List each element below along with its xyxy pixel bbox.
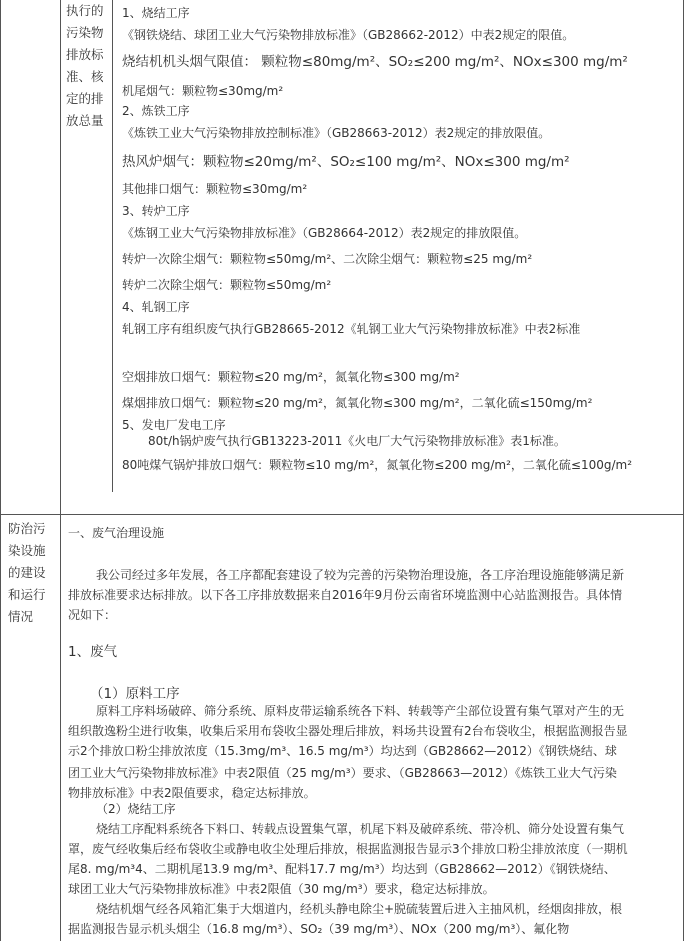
- row-divider: [0, 514, 684, 515]
- label-column-divider: [60, 0, 61, 941]
- row1-line-14: 轧钢工序有组织废气执行GB28665-2012《轧钢工业大气污染物排放标准》中表2标准: [122, 322, 581, 336]
- table-border-right: [683, 0, 684, 941]
- row1-line-12: 转炉二次除尘烟气：颗粒物≤50mg/m²: [122, 278, 332, 292]
- row1-line-18: 80t/h锅炉废气执行GB13223-2011《火电厂大气污染物排放标准》表1标准。: [148, 434, 566, 448]
- row1-line-9: 3、转炉工序: [122, 204, 190, 218]
- row2-line-1: 一、废气治理设施: [68, 526, 165, 540]
- row2-line-12: （2）烧结工序: [96, 802, 176, 816]
- row1-line-17: 5、发电厂发电工序: [122, 418, 226, 432]
- row2-line-11: 物排放标准》中表2限值要求，稳定达标排放。: [68, 786, 316, 800]
- row2-line-10: 团工业大气污染物排放标准》中表2限值（25 mg/m³）要求、（GB28663—2012）《炼铁工业大气污染: [68, 766, 617, 780]
- row1-line-16: 煤烟排放口烟气：颗粒物≤20 mg/m²，氮氧化物≤300 mg/m²，二氧化硫≤150mg/m²: [122, 396, 593, 410]
- row1-line-15: 空烟排放口烟气：颗粒物≤20 mg/m²，氮氧化物≤300 mg/m²: [122, 370, 460, 384]
- row1-line-7: 热风炉烟气：颗粒物≤20mg/m²、SO₂≤100 mg/m²、NOx≤300 mg/m²: [122, 154, 570, 170]
- row2-line-16: 球团工业大气污染物排放标准》中表2限值（30 mg/m³）要求，稳定达标排放。: [68, 882, 495, 896]
- table-border-left: [0, 0, 1, 941]
- row1-line-4: 机尾烟气：颗粒物≤30mg/m²: [122, 84, 284, 98]
- row1-line-13: 4、轧钢工序: [122, 300, 190, 314]
- row1-line-6: 《炼铁工业大气污染物排放控制标准》（GB28663-2012）表2规定的排放限值。: [122, 126, 551, 140]
- row1-line-2: 《钢铁烧结、球团工业大气污染物排放标准》（GB28662-2012）中表2规定的限值。: [122, 28, 575, 42]
- row2-line-14: 罩，废气经收集后经布袋收尘或静电收尘处理后排放，根据监测报告显示3个排放口粉尘排放浓度（一期机: [68, 842, 628, 856]
- row1-line-5: 2、炼铁工序: [122, 104, 190, 118]
- row1-line-19: 80吨煤气锅炉排放口烟气：颗粒物≤10 mg/m²，氮氧化物≤200 mg/m²，二氧化硫≤100g/m²: [122, 458, 633, 472]
- row2-line-17: 烧结机烟气经各风箱汇集于大烟道内，经机头静电除尘+脱硫装置后进入主抽风机，经烟囱排放，根: [96, 902, 623, 916]
- row2-label: 防治污染设施的建设和运行情况: [8, 521, 46, 624]
- row2-line-6: （1）原料工序: [90, 686, 180, 702]
- row2-line-3: 排放标准要求达标排放。以下各工序排放数据来自2016年9月份云南省环境监测中心站监测报告。具体情: [68, 588, 623, 602]
- row1-line-1: 1、烧结工序: [122, 6, 190, 20]
- row2-line-2: 我公司经过多年发展，各工序都配套建设了较为完善的污染物治理设施，各工序治理设施能够满足新: [96, 568, 625, 582]
- row1-line-8: 其他排口烟气：颗粒物≤30mg/m²: [122, 182, 308, 196]
- row1-line-10: 《炼钢工业大气污染物排放标准》（GB28664-2012）表2规定的排放限值。: [122, 226, 527, 240]
- row2-line-9: 示2个排放口粉尘排放浓度（15.3mg/m³、16.5 mg/m³）均达到（GB28662—2012）《钢铁烧结、球: [68, 744, 617, 758]
- row2-line-15: 尾8. mg/m³4、二期机尾13.9 mg/m³、配料17.7 mg/m³）均达到（GB28662—2012）《钢铁烧结、: [68, 862, 616, 876]
- row1-label: 执行的污染物排放标准、核定的排放总量: [66, 3, 104, 128]
- row1-line-11: 转炉一次除尘烟气：颗粒物≤50mg/m²、二次除尘烟气：颗粒物≤25 mg/m²: [122, 252, 533, 266]
- row2-line-18: 据监测报告显示机头烟尘（16.8 mg/m³）、SO₂（39 mg/m³）、NOx（200 mg/m³）、氟化物: [68, 922, 570, 936]
- row2-line-13: 烧结工序配料系统各下料口、转载点设置集气罩，机尾下料及破碎系统、带冷机、筛分处设置有集气: [96, 822, 625, 836]
- row2-line-8: 组织散逸粉尘进行收集，收集后采用布袋收尘器处理后排放，料场共设置有2台布袋收尘，根据监测报告显: [68, 724, 628, 738]
- row1-line-3: 烧结机机头烟气限值： 颗粒物≤80mg/m²、SO₂≤200 mg/m²、NOx≤300 mg/m²: [122, 54, 628, 70]
- inner-column-divider: [112, 0, 113, 492]
- row2-line-4: 况如下：: [68, 608, 117, 622]
- row2-line-7: 原料工序料场破碎、筛分系统、原料皮带运输系统各下料、转载等产尘部位设置有集气罩对产生的无: [96, 704, 625, 718]
- row2-line-5: 1、废气: [68, 644, 118, 660]
